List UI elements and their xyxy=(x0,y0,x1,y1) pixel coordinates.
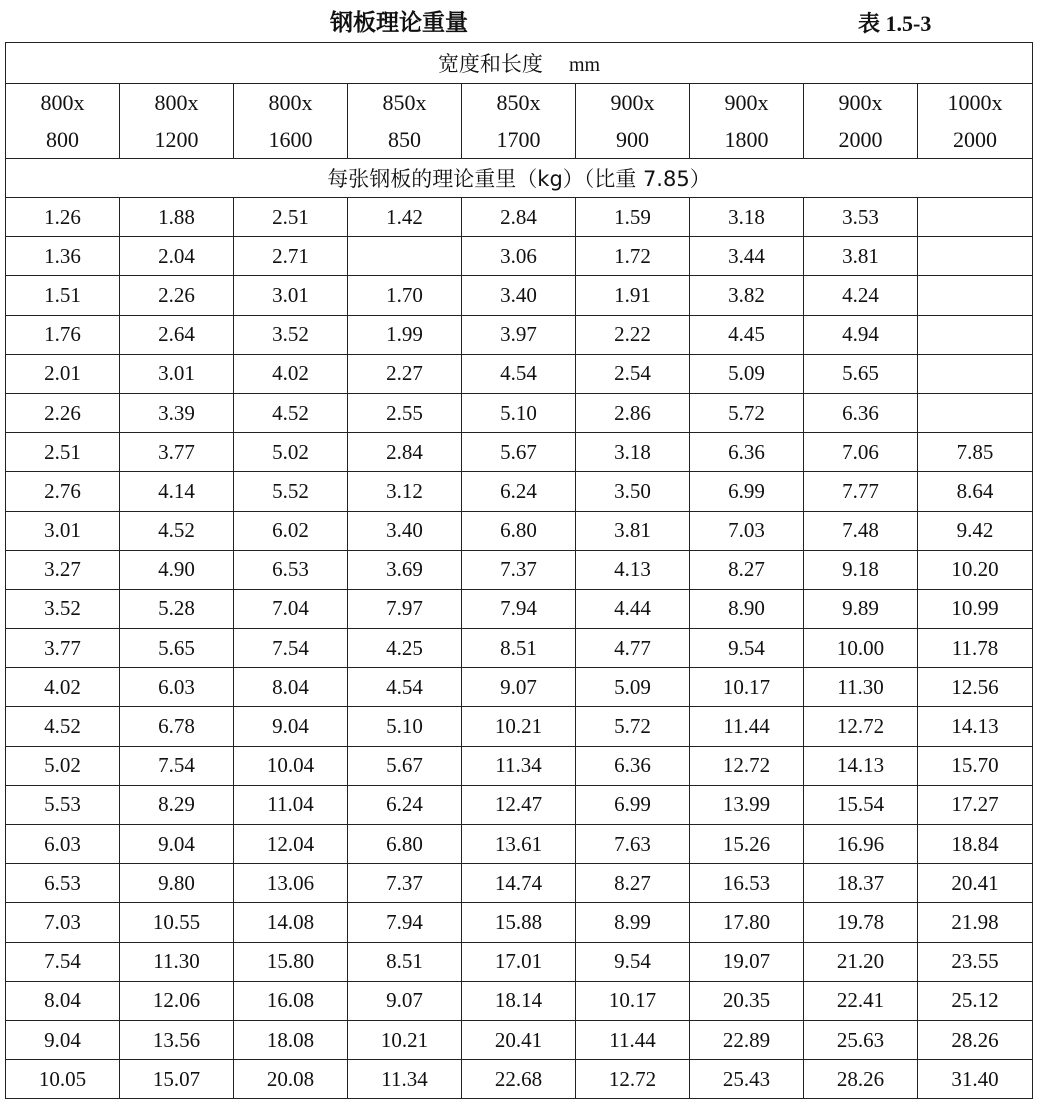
weight-cell xyxy=(918,237,1033,276)
weight-cell: 1.76 xyxy=(6,315,120,354)
plate-width-label: 900x xyxy=(610,90,655,115)
weight-cell: 5.09 xyxy=(690,354,804,393)
weight-cell: 20.35 xyxy=(690,981,804,1020)
weight-cell: 1.99 xyxy=(348,315,462,354)
weight-cell: 17.80 xyxy=(690,903,804,942)
weight-cell: 8.51 xyxy=(462,629,576,668)
plate-length-label: 2000 xyxy=(953,127,997,152)
weight-header-row xyxy=(6,159,1033,198)
weight-cell: 4.02 xyxy=(234,354,348,393)
weight-cell: 2.27 xyxy=(348,354,462,393)
weight-cell: 22.89 xyxy=(690,1020,804,1059)
weight-cell: 11.30 xyxy=(120,942,234,981)
weight-cell: 20.41 xyxy=(462,1020,576,1059)
weight-cell: 3.53 xyxy=(804,198,918,237)
weight-cell: 6.36 xyxy=(690,433,804,472)
weight-cell: 10.17 xyxy=(690,668,804,707)
weight-cell: 12.47 xyxy=(462,785,576,824)
table-row xyxy=(6,237,1033,276)
weight-cell: 3.44 xyxy=(690,237,804,276)
weight-cell: 7.06 xyxy=(804,433,918,472)
weight-cell: 11.78 xyxy=(918,629,1033,668)
weight-cell: 7.03 xyxy=(690,511,804,550)
weight-cell: 8.04 xyxy=(6,981,120,1020)
weight-cell: 2.01 xyxy=(6,354,120,393)
weight-cell: 9.89 xyxy=(804,589,918,628)
weight-cell: 8.27 xyxy=(690,550,804,589)
weight-cell: 11.44 xyxy=(576,1020,690,1059)
weight-cell: 20.41 xyxy=(918,864,1033,903)
weight-cell: 6.36 xyxy=(804,393,918,432)
weight-cell: 4.52 xyxy=(120,511,234,550)
weight-cell: 7.48 xyxy=(804,511,918,550)
weight-cell: 19.07 xyxy=(690,942,804,981)
weight-cell: 12.72 xyxy=(690,746,804,785)
table-number: 表 1.5-3 xyxy=(858,11,932,36)
weight-cell: 6.02 xyxy=(234,511,348,550)
weight-cell: 3.18 xyxy=(576,433,690,472)
weight-cell: 3.52 xyxy=(234,315,348,354)
plate-size-cell xyxy=(576,84,690,159)
weight-cell: 16.08 xyxy=(234,981,348,1020)
table-row xyxy=(6,903,1033,942)
weight-cell: 28.26 xyxy=(918,1020,1033,1059)
weight-cell: 22.68 xyxy=(462,1060,576,1099)
weight-cell: 8.51 xyxy=(348,942,462,981)
size-unit-label: mm xyxy=(568,54,601,76)
weight-cell: 10.20 xyxy=(918,550,1033,589)
weight-cell: 10.04 xyxy=(234,746,348,785)
weight-cell: 5.65 xyxy=(120,629,234,668)
weight-cell: 18.37 xyxy=(804,864,918,903)
plate-size-row xyxy=(6,84,1033,159)
plate-length-label: 800 xyxy=(46,127,79,152)
table-row xyxy=(6,198,1033,237)
plate-length-label: 1700 xyxy=(496,127,541,152)
weight-cell: 16.96 xyxy=(804,825,918,864)
weight-cell: 15.88 xyxy=(462,903,576,942)
size-header-row xyxy=(6,43,1033,84)
weight-cell: 6.80 xyxy=(348,825,462,864)
weight-cell: 6.03 xyxy=(120,668,234,707)
plate-size-cell xyxy=(804,84,918,159)
weight-cell xyxy=(918,198,1033,237)
weight-cell: 23.55 xyxy=(918,942,1033,981)
weight-cell: 15.54 xyxy=(804,785,918,824)
weight-cell: 19.78 xyxy=(804,903,918,942)
weight-cell: 21.98 xyxy=(918,903,1033,942)
table-row xyxy=(6,433,1033,472)
weight-cell: 13.56 xyxy=(120,1020,234,1059)
weight-cell: 4.54 xyxy=(348,668,462,707)
weight-cell: 5.10 xyxy=(462,393,576,432)
weight-cell: 5.28 xyxy=(120,589,234,628)
table-row xyxy=(6,354,1033,393)
weight-cell: 12.04 xyxy=(234,825,348,864)
plate-length-label: 900 xyxy=(616,127,649,152)
weight-cell: 5.72 xyxy=(690,393,804,432)
weight-cell: 3.82 xyxy=(690,276,804,315)
weight-cell: 2.54 xyxy=(576,354,690,393)
weight-cell: 6.03 xyxy=(6,825,120,864)
weight-cell: 13.99 xyxy=(690,785,804,824)
plate-width-label: 800x xyxy=(40,90,85,115)
weight-cell: 4.44 xyxy=(576,589,690,628)
weight-cell: 8.29 xyxy=(120,785,234,824)
weight-cell: 2.51 xyxy=(6,433,120,472)
weight-cell: 11.44 xyxy=(690,707,804,746)
weight-cell: 10.21 xyxy=(462,707,576,746)
plate-width-label: 900x xyxy=(838,90,883,115)
weight-cell: 20.08 xyxy=(234,1060,348,1099)
size-header-cell xyxy=(6,43,1033,84)
weight-cell: 6.24 xyxy=(348,785,462,824)
weight-cell: 4.24 xyxy=(804,276,918,315)
weight-cell: 3.77 xyxy=(120,433,234,472)
weight-cell: 3.81 xyxy=(804,237,918,276)
weight-cell: 3.81 xyxy=(576,511,690,550)
steel-plate-weight-table xyxy=(5,42,1033,1099)
weight-cell: 5.65 xyxy=(804,354,918,393)
weight-cell: 12.56 xyxy=(918,668,1033,707)
plate-size-cell xyxy=(120,84,234,159)
weight-cell: 6.99 xyxy=(690,472,804,511)
weight-cell: 7.54 xyxy=(6,942,120,981)
plate-length-label: 1600 xyxy=(268,127,313,152)
weight-cell: 6.78 xyxy=(120,707,234,746)
weight-cell: 4.25 xyxy=(348,629,462,668)
weight-cell: 12.72 xyxy=(576,1060,690,1099)
weight-cell: 3.39 xyxy=(120,393,234,432)
plate-length-label: 2000 xyxy=(838,127,883,152)
weight-cell: 4.14 xyxy=(120,472,234,511)
weight-cell: 10.99 xyxy=(918,589,1033,628)
table-row xyxy=(6,1060,1033,1099)
weight-cell: 5.67 xyxy=(348,746,462,785)
weight-cell: 8.27 xyxy=(576,864,690,903)
weight-header-cell: 每张钢板的理论重里（kg）（比重 7.85） xyxy=(6,159,1033,198)
plate-size-cell xyxy=(348,84,462,159)
weight-cell: 14.08 xyxy=(234,903,348,942)
weight-cell: 1.42 xyxy=(348,198,462,237)
weight-cell: 22.41 xyxy=(804,981,918,1020)
weight-cell: 12.06 xyxy=(120,981,234,1020)
weight-cell: 10.17 xyxy=(576,981,690,1020)
weight-cell: 1.26 xyxy=(6,198,120,237)
weight-cell: 4.02 xyxy=(6,668,120,707)
weight-cell: 3.01 xyxy=(234,276,348,315)
table-title: 钢板理论重量 xyxy=(330,10,468,36)
weight-cell: 7.37 xyxy=(462,550,576,589)
weight-cell: 18.14 xyxy=(462,981,576,1020)
weight-cell: 2.22 xyxy=(576,315,690,354)
weight-cell: 5.09 xyxy=(576,668,690,707)
weight-cell: 9.54 xyxy=(690,629,804,668)
weight-cell: 3.12 xyxy=(348,472,462,511)
weight-cell: 7.63 xyxy=(576,825,690,864)
table-row xyxy=(6,864,1033,903)
weight-cell: 3.27 xyxy=(6,550,120,589)
weight-cell: 31.40 xyxy=(918,1060,1033,1099)
weight-cell: 3.50 xyxy=(576,472,690,511)
plate-width-label: 800x xyxy=(154,90,199,115)
plate-size-cell xyxy=(234,84,348,159)
weight-cell: 2.76 xyxy=(6,472,120,511)
weight-cell: 4.90 xyxy=(120,550,234,589)
weight-cell: 1.59 xyxy=(576,198,690,237)
plate-length-label: 1800 xyxy=(724,127,769,152)
weight-cell: 3.01 xyxy=(120,354,234,393)
weight-cell: 3.40 xyxy=(348,511,462,550)
weight-cell: 3.97 xyxy=(462,315,576,354)
weight-cell: 5.10 xyxy=(348,707,462,746)
weight-cell: 1.91 xyxy=(576,276,690,315)
weight-cell: 1.70 xyxy=(348,276,462,315)
weight-cell: 3.52 xyxy=(6,589,120,628)
weight-cell: 3.77 xyxy=(6,629,120,668)
weight-cell: 15.80 xyxy=(234,942,348,981)
weight-cell: 17.01 xyxy=(462,942,576,981)
weight-cell: 4.94 xyxy=(804,315,918,354)
weight-cell: 13.06 xyxy=(234,864,348,903)
plate-width-label: 850x xyxy=(496,90,541,115)
weight-cell: 1.36 xyxy=(6,237,120,276)
plate-width-label: 900x xyxy=(724,90,769,115)
weight-cell: 6.80 xyxy=(462,511,576,550)
weight-cell: 7.37 xyxy=(348,864,462,903)
weight-cell: 11.34 xyxy=(348,1060,462,1099)
weight-cell: 2.84 xyxy=(462,198,576,237)
weight-cell: 4.45 xyxy=(690,315,804,354)
weight-cell: 7.04 xyxy=(234,589,348,628)
weight-cell: 5.72 xyxy=(576,707,690,746)
plate-size-cell xyxy=(690,84,804,159)
weight-cell: 4.77 xyxy=(576,629,690,668)
weight-cell xyxy=(918,354,1033,393)
weight-cell: 3.18 xyxy=(690,198,804,237)
weight-cell: 28.26 xyxy=(804,1060,918,1099)
weight-cell: 14.13 xyxy=(804,746,918,785)
weight-cell: 2.26 xyxy=(120,276,234,315)
table-row xyxy=(6,511,1033,550)
weight-cell: 10.00 xyxy=(804,629,918,668)
plate-size-cell xyxy=(918,84,1033,159)
plate-size-cell xyxy=(462,84,576,159)
weight-cell: 4.54 xyxy=(462,354,576,393)
plate-length-label: 1200 xyxy=(154,127,199,152)
weight-cell: 11.04 xyxy=(234,785,348,824)
weight-cell: 10.05 xyxy=(6,1060,120,1099)
plate-width-label: 800x xyxy=(268,90,313,115)
weight-cell: 6.53 xyxy=(6,864,120,903)
weight-cell: 11.30 xyxy=(804,668,918,707)
table-row xyxy=(6,785,1033,824)
weight-cell: 7.03 xyxy=(6,903,120,942)
weight-cell: 16.53 xyxy=(690,864,804,903)
weight-cell: 1.88 xyxy=(120,198,234,237)
plate-size-cell xyxy=(6,84,120,159)
weight-cell: 2.71 xyxy=(234,237,348,276)
weight-cell: 7.85 xyxy=(918,433,1033,472)
weight-cell: 7.94 xyxy=(462,589,576,628)
table-row xyxy=(6,315,1033,354)
weight-cell: 15.07 xyxy=(120,1060,234,1099)
weight-cell: 8.64 xyxy=(918,472,1033,511)
table-row xyxy=(6,589,1033,628)
weight-cell: 2.55 xyxy=(348,393,462,432)
weight-cell: 2.26 xyxy=(6,393,120,432)
weight-cell: 14.13 xyxy=(918,707,1033,746)
weight-cell xyxy=(918,276,1033,315)
plate-width-label: 850x xyxy=(382,90,427,115)
weight-cell: 3.01 xyxy=(6,511,120,550)
weight-cell: 3.06 xyxy=(462,237,576,276)
weight-cell: 8.99 xyxy=(576,903,690,942)
weight-cell: 5.53 xyxy=(6,785,120,824)
table-row xyxy=(6,472,1033,511)
weight-cell: 12.72 xyxy=(804,707,918,746)
weight-cell: 13.61 xyxy=(462,825,576,864)
weight-cell: 9.04 xyxy=(120,825,234,864)
weight-cell: 5.67 xyxy=(462,433,576,472)
weight-cell: 18.84 xyxy=(918,825,1033,864)
table-row xyxy=(6,668,1033,707)
weight-cell: 2.86 xyxy=(576,393,690,432)
weight-cell: 6.53 xyxy=(234,550,348,589)
weight-cell: 11.34 xyxy=(462,746,576,785)
weight-cell: 4.13 xyxy=(576,550,690,589)
weight-cell: 7.54 xyxy=(234,629,348,668)
weight-cell: 2.51 xyxy=(234,198,348,237)
weight-cell: 2.04 xyxy=(120,237,234,276)
weight-cell: 4.52 xyxy=(234,393,348,432)
weight-cell: 17.27 xyxy=(918,785,1033,824)
plate-width-label: 1000x xyxy=(947,90,1003,115)
weight-cell: 2.64 xyxy=(120,315,234,354)
weight-cell: 9.04 xyxy=(6,1020,120,1059)
table-row xyxy=(6,942,1033,981)
weight-cell: 5.02 xyxy=(6,746,120,785)
weight-cell: 8.04 xyxy=(234,668,348,707)
weight-cell: 10.21 xyxy=(348,1020,462,1059)
weight-cell: 9.18 xyxy=(804,550,918,589)
weight-cell: 6.36 xyxy=(576,746,690,785)
table-row xyxy=(6,1020,1033,1059)
weight-cell: 7.54 xyxy=(120,746,234,785)
weight-cell: 4.52 xyxy=(6,707,120,746)
table-row xyxy=(6,707,1033,746)
weight-cell: 9.04 xyxy=(234,707,348,746)
table-row xyxy=(6,825,1033,864)
weight-cell: 14.74 xyxy=(462,864,576,903)
weight-cell: 25.63 xyxy=(804,1020,918,1059)
weight-cell: 25.12 xyxy=(918,981,1033,1020)
weight-cell: 9.42 xyxy=(918,511,1033,550)
table-row xyxy=(6,629,1033,668)
weight-cell: 7.77 xyxy=(804,472,918,511)
weight-cell: 1.72 xyxy=(576,237,690,276)
weight-cell: 1.51 xyxy=(6,276,120,315)
table-row xyxy=(6,276,1033,315)
weight-cell: 7.94 xyxy=(348,903,462,942)
weight-cell xyxy=(918,393,1033,432)
weight-cell: 2.84 xyxy=(348,433,462,472)
weight-cell: 9.07 xyxy=(462,668,576,707)
table-row xyxy=(6,550,1033,589)
weight-cell xyxy=(348,237,462,276)
weight-cell: 6.99 xyxy=(576,785,690,824)
weight-cell: 15.70 xyxy=(918,746,1033,785)
weight-cell: 9.80 xyxy=(120,864,234,903)
table-row xyxy=(6,393,1033,432)
table-row xyxy=(6,746,1033,785)
weight-cell: 8.90 xyxy=(690,589,804,628)
weight-cell: 18.08 xyxy=(234,1020,348,1059)
weight-cell: 5.02 xyxy=(234,433,348,472)
weight-cell: 5.52 xyxy=(234,472,348,511)
weight-cell: 10.55 xyxy=(120,903,234,942)
table-row xyxy=(6,981,1033,1020)
weight-cell: 9.07 xyxy=(348,981,462,1020)
weight-cell: 3.40 xyxy=(462,276,576,315)
weight-cell: 21.20 xyxy=(804,942,918,981)
size-header-label: 宽度和长度 xyxy=(437,52,543,76)
weight-cell: 6.24 xyxy=(462,472,576,511)
weight-cell: 9.54 xyxy=(576,942,690,981)
weight-cell xyxy=(918,315,1033,354)
weight-cell: 7.97 xyxy=(348,589,462,628)
plate-length-label: 850 xyxy=(388,127,421,152)
weight-cell: 3.69 xyxy=(348,550,462,589)
weight-cell: 25.43 xyxy=(690,1060,804,1099)
weight-cell: 15.26 xyxy=(690,825,804,864)
